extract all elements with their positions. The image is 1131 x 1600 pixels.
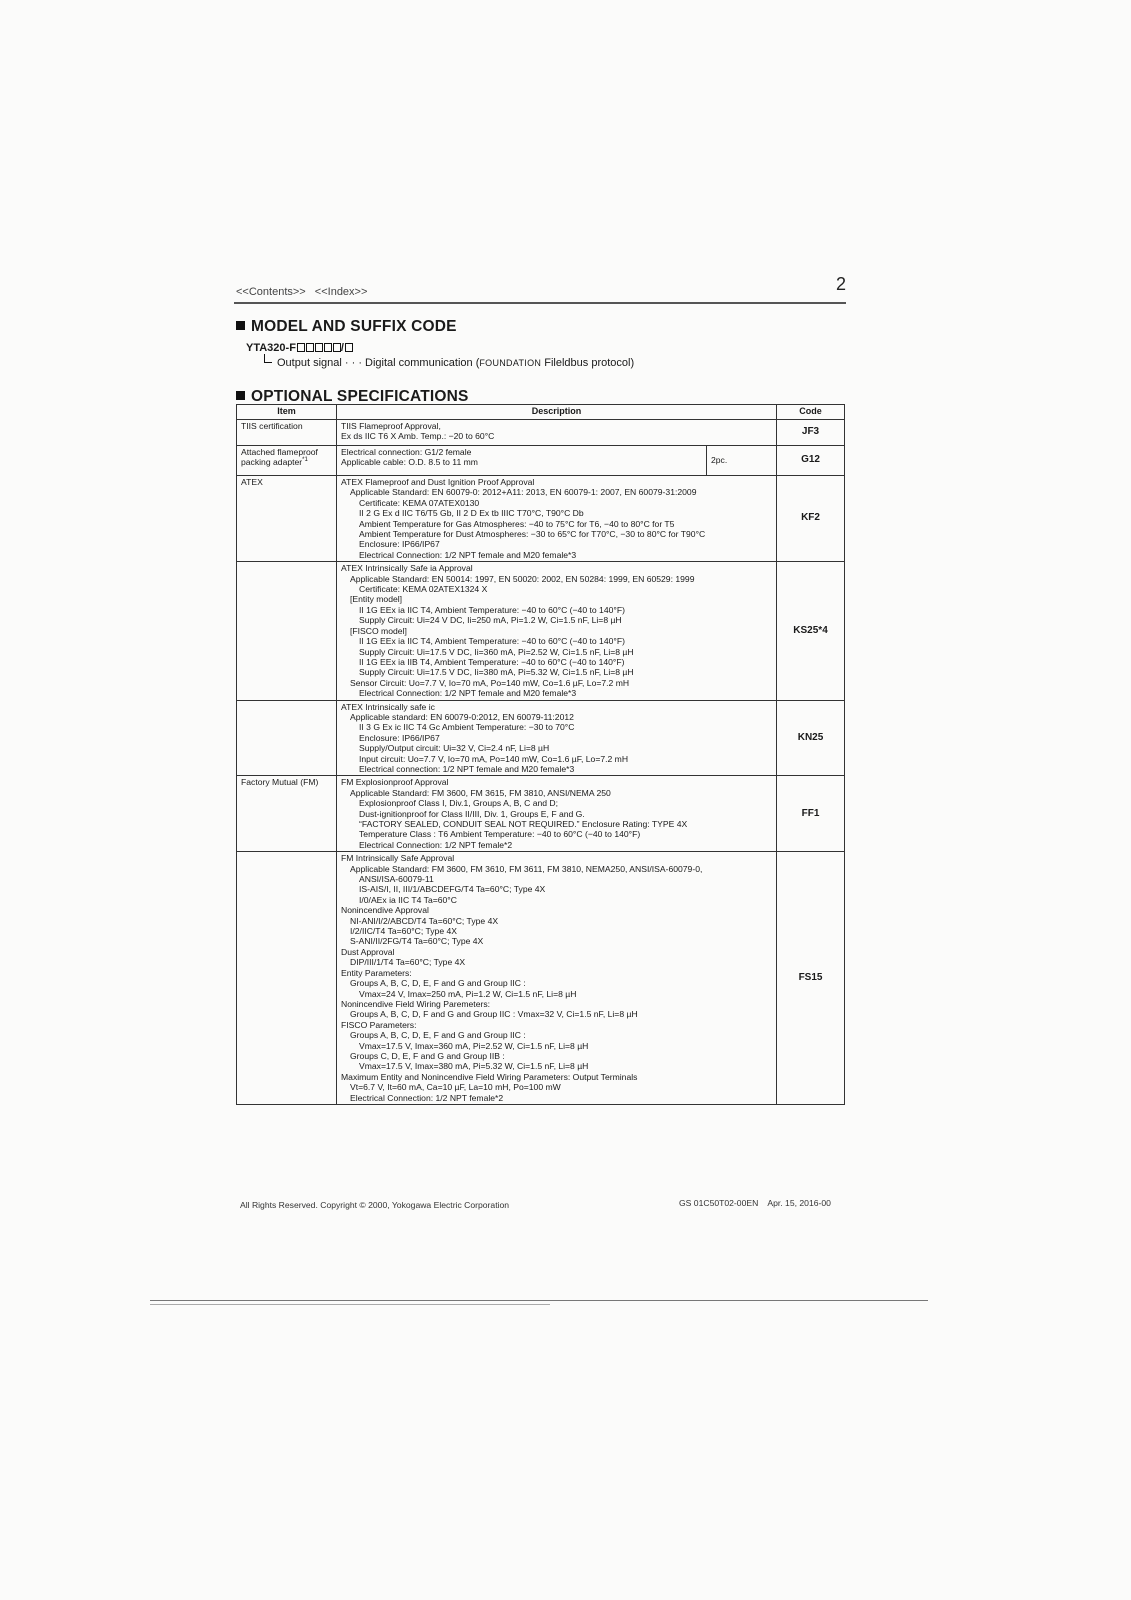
description-line: Dust Approval	[341, 946, 395, 957]
suffix-box-icon	[345, 343, 353, 352]
item-footnote: *1	[302, 457, 308, 464]
table-row	[237, 852, 845, 1105]
item-cell	[237, 420, 337, 446]
suffix-box-icon	[333, 343, 341, 352]
description-line: Entity Parameters:	[341, 967, 412, 978]
description-cell	[337, 476, 777, 562]
description-line: Certificate: KEMA 02ATEX1324 X	[359, 584, 488, 595]
item-cell	[237, 852, 337, 1105]
description-line: Groups A, B, C, D, E, F and G and Group IIC :	[350, 978, 526, 989]
model-prefix: YTA320-F	[246, 342, 296, 354]
square-bullet-icon	[236, 321, 245, 330]
description-line: IS-AIS/I, II, III/1/ABCDEFG/T4 Ta=60°C; Type 4X	[359, 884, 546, 895]
description-line: Supply Circuit: Ui=17.5 V DC, Ii=380 mA, Pi=5.32 W, Ci=1.5 nF, Li=8 µH	[359, 667, 634, 678]
description-line: Electrical Connection: 1/2 NPT female and M20 female*3	[359, 549, 577, 560]
model-section-heading	[236, 318, 457, 336]
code-cell: KF2	[777, 476, 845, 562]
note-foundation: FOUNDATION	[479, 358, 542, 368]
description-line: S-ANI/II/2FG/T4 Ta=60°C; Type 4X	[350, 936, 484, 947]
item-cell	[237, 562, 337, 700]
description-line: Applicable Standard: EN 60079-0: 2012+A11: 2013, EN 60079-1: 2007, EN 60079-31:2009	[350, 487, 697, 498]
model-heading-text: MODEL AND SUFFIX CODE	[251, 318, 457, 335]
description-cell	[337, 446, 707, 476]
table-row	[237, 700, 845, 776]
description-line: Temperature Class : T6 Ambient Temperature: −40 to 60°C (−40 to 140°F)	[359, 829, 641, 840]
table-body	[237, 420, 845, 1105]
note-text: Output signal · · · Digital communication (	[277, 357, 480, 369]
square-bullet-icon	[236, 391, 245, 400]
description-line: Groups C, D, E, F and G and Group IIB :	[350, 1050, 505, 1061]
description-line: II 3 G Ex ic IIC T4 Gc Ambient Temperature: −30 to 70°C	[359, 722, 575, 733]
code-cell: JF3	[777, 420, 845, 446]
description-line: II 2 G Ex d IIC T6/T5 Gb, II 2 D Ex tb IIIC T70°C, T90°C Db	[359, 508, 584, 519]
description-line: Maximum Entity and Nonincendive Field Wiring Parameters: Output Terminals	[341, 1071, 638, 1082]
description-line: Applicable Standard: FM 3600, FM 3610, FM 3611, FM 3810, NEMA250, ANSI/ISA-60079-0,	[350, 863, 703, 874]
description-line: Applicable Standard: FM 3600, FM 3615, FM 3810, ANSI/NEMA 250	[350, 787, 611, 798]
description-cell	[337, 700, 777, 776]
index-link[interactable]: <<Index>>	[314, 286, 368, 298]
description-line: Vt=6.7 V, It=60 mA, Ca=10 µF, La=10 mH, Po=100 mW	[350, 1082, 561, 1093]
item-cell	[237, 476, 337, 562]
description-line: II 1G EEx ia IIC T4, Ambient Temperature: −40 to 60°C (−40 to 140°F)	[359, 636, 625, 647]
item-label: Factory Mutual (FM)	[241, 777, 319, 788]
description-line: Supply/Output circuit: Ui=32 V, Ci=2.4 nF, Li=8 µH	[359, 743, 550, 754]
description-line: Ex ds IIC T6 X Amb. Temp.: −20 to 60°C	[341, 431, 495, 442]
description-line: Applicable cable: O.D. 8.5 to 11 mm	[341, 457, 478, 468]
description-cell	[337, 562, 777, 700]
table-row	[237, 776, 845, 852]
description-line: Applicable Standard: EN 50014: 1997, EN 50020: 2002, EN 50284: 1999, EN 60529: 1999	[350, 573, 695, 584]
description-line: Enclosure: IP66/IP67	[359, 539, 440, 550]
code-cell: FS15	[777, 852, 845, 1105]
description-line: Electrical Connection: 1/2 NPT female*2	[359, 839, 513, 850]
item-header: Item	[237, 405, 337, 420]
description-line: Supply Circuit: Ui=17.5 V DC, Ii=360 mA, Pi=2.52 W, Ci=1.5 nF, Li=8 µH	[359, 646, 634, 657]
description-line: Applicable standard: EN 60079-0:2012, EN 60079-11:2012	[350, 711, 574, 722]
description-line: ANSI/ISA-60079-11	[359, 874, 434, 885]
description-line: Groups A, B, C, D, F and G and Group IIC : Vmax=32 V, Ci=1.5 nF, Li=8 µH	[350, 1009, 638, 1020]
item-cell	[237, 700, 337, 776]
description-line: FM Intrinsically Safe Approval	[341, 853, 455, 864]
table-row	[237, 446, 845, 476]
description-line: NI-ANI/I/2/ABCD/T4 Ta=60°C; Type 4X	[350, 915, 499, 926]
code-cell: KS25*4	[777, 562, 845, 700]
description-line: II 1G EEx ia IIC T4, Ambient Temperature: −40 to 60°C (−40 to 140°F)	[359, 604, 625, 615]
description-line: II 1G EEx ia IIB T4, Ambient Temperature: −40 to 60°C (−40 to 140°F)	[359, 656, 625, 667]
top-navigation	[236, 286, 373, 298]
item-label: Attached flameproof packing adapter	[241, 447, 318, 468]
doc-date: Apr. 15, 2016-00	[767, 1198, 831, 1208]
description-line: I/0/AEx ia IIC T4 Ta=60°C	[359, 894, 457, 905]
description-line: “FACTORY SEALED, CONDUIT SEAL NOT REQUIRED.” Enclosure Rating: TYPE 4X	[359, 819, 688, 829]
optional-specifications-table	[236, 404, 845, 1105]
description-line: [Entity model]	[350, 594, 403, 605]
quantity-cell: 2pc.	[707, 446, 777, 476]
description-cell	[337, 852, 777, 1105]
model-code	[246, 342, 353, 354]
item-cell	[237, 776, 337, 852]
description-line: Vmax=17.5 V, Imax=360 mA, Pi=2.52 W, Ci=1.5 nF, Li=8 µH	[359, 1040, 589, 1051]
code-cell: G12	[777, 446, 845, 476]
description-line: Electrical Connection: 1/2 NPT female and M20 female*3	[359, 688, 577, 699]
item-cell	[237, 446, 337, 476]
description-header: Description	[337, 405, 777, 420]
description-line: Supply Circuit: Ui=24 V DC, Ii=250 mA, Pi=1.2 W, Ci=1.5 nF, Li=8 µH	[359, 615, 622, 626]
scan-edge-line	[150, 1304, 550, 1305]
description-line: ATEX Intrinsically Safe ia Approval	[341, 563, 473, 574]
description-line: Explosionproof Class I, Div.1, Groups A, B, C and D;	[359, 798, 559, 809]
footer-copyright: All Rights Reserved. Copyright © 2000, Yokogawa Electric Corporation	[240, 1200, 510, 1210]
item-label: ATEX	[241, 477, 263, 487]
description-line: Nonincendive Field Wiring Paremeters:	[341, 998, 491, 1009]
description-line: Ambient Temperature for Dust Atmospheres: −30 to 65°C for T70°C, −30 to 80°C for T90°C	[359, 529, 706, 540]
page-number: 2	[836, 274, 847, 294]
description-line: Nonincendive Approval	[341, 905, 429, 916]
table-row	[237, 562, 845, 700]
table-row	[237, 420, 845, 446]
description-line: FISCO Parameters:	[341, 1019, 417, 1030]
description-line: Groups A, B, C, D, E, F and G and Group IIC :	[350, 1030, 526, 1041]
model-note	[264, 354, 634, 369]
table-row	[237, 476, 845, 562]
model-slash: /	[340, 342, 344, 354]
description-line: Vmax=17.5 V, Imax=380 mA, Pi=5.32 W, Ci=1.5 nF, Li=8 µH	[359, 1061, 589, 1072]
suffix-box-icon	[315, 343, 323, 352]
description-line: ATEX Flameproof and Dust Ignition Proof Approval	[341, 477, 535, 487]
footer-doc-info	[679, 1198, 831, 1208]
code-cell: FF1	[777, 776, 845, 852]
description-line: Enclosure: IP66/IP67	[359, 732, 440, 743]
description-line: Sensor Circuit: Uo=7.7 V, Io=70 mA, Po=140 mW, Co=1.6 µF, Lo=7.2 mH	[350, 677, 630, 688]
description-line: FM Explosionproof Approval	[341, 777, 449, 788]
item-label: TIIS certification	[241, 421, 303, 431]
suffix-box-icon	[306, 343, 314, 352]
description-line: Input circuit: Uo=7.7 V, Io=70 mA, Po=140 mW, Co=1.6 µF, Lo=7.2 mH	[359, 753, 629, 764]
contents-link[interactable]: <<Contents>>	[236, 286, 306, 298]
bracket-icon	[264, 354, 272, 363]
note-tail: Fileldbus protocol)	[541, 357, 635, 369]
description-line: Vmax=24 V, Imax=250 mA, Pi=1.2 W, Ci=1.5 nF, Li=8 µH	[359, 988, 577, 999]
doc-id: GS 01C50T02-00EN	[679, 1198, 759, 1208]
code-header: Code	[777, 405, 845, 420]
header-rule	[234, 302, 846, 304]
description-line: TIIS Flameproof Approval,	[341, 421, 441, 431]
description-line: ATEX Intrinsically safe ic	[341, 701, 435, 712]
scan-edge-line	[150, 1300, 928, 1301]
code-cell: KN25	[777, 700, 845, 776]
optional-heading-text: OPTIONAL SPECIFICATIONS	[251, 388, 469, 405]
description-line: Certificate: KEMA 07ATEX0130	[359, 497, 480, 508]
description-line: Electrical connection: 1/2 NPT female and M20 female*3	[359, 763, 575, 774]
table-header-row	[237, 405, 845, 420]
description-cell	[337, 420, 777, 446]
description-line: [FISCO model]	[350, 625, 407, 636]
description-line: Ambient Temperature for Gas Atmospheres: −40 to 75°C for T6, −40 to 80°C for T5	[359, 518, 675, 529]
description-line: DIP/III/1/T4 Ta=60°C; Type 4X	[350, 957, 466, 968]
suffix-box-icon	[324, 343, 332, 352]
description-line: Electrical Connection: 1/2 NPT female*2	[350, 1092, 504, 1103]
description-line: Electrical connection: G1/2 female	[341, 447, 472, 457]
suffix-box-icon	[297, 343, 305, 352]
description-line: I/2/IIC/T4 Ta=60°C; Type 4X	[350, 926, 458, 937]
description-line: Dust-ignitionproof for Class II/III, Div. 1, Groups E, F and G.	[359, 808, 585, 819]
description-cell	[337, 776, 777, 852]
